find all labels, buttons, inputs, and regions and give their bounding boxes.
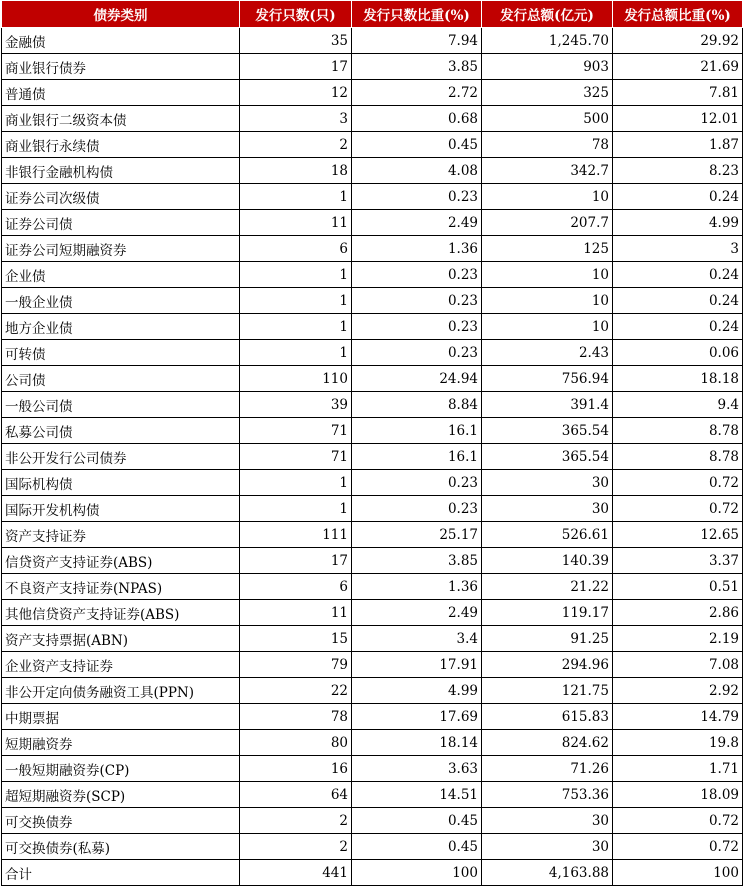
cell-issue-amount: 91.25 bbox=[482, 626, 613, 652]
table-row bbox=[2, 704, 743, 730]
cell-issue-amount: 325 bbox=[482, 80, 613, 106]
cell-issue-amount: 526.61 bbox=[482, 522, 613, 548]
cell-issue-amount-share: 3 bbox=[613, 236, 743, 262]
cell-issue-count: 2 bbox=[240, 834, 352, 860]
cell-issue-amount-share: 100 bbox=[613, 860, 743, 886]
table-row bbox=[2, 808, 743, 834]
cell-issue-count: 17 bbox=[240, 548, 352, 574]
cell-issue-amount: 500 bbox=[482, 106, 613, 132]
cell-issue-count-share: 24.94 bbox=[352, 366, 482, 392]
table-row bbox=[2, 132, 743, 158]
cell-bond-category: 地方企业债 bbox=[2, 314, 240, 340]
cell-bond-category: 国际开发机构债 bbox=[2, 496, 240, 522]
cell-issue-amount-share: 7.08 bbox=[613, 652, 743, 678]
cell-issue-amount: 10 bbox=[482, 288, 613, 314]
table-row bbox=[2, 834, 743, 860]
cell-issue-amount: 30 bbox=[482, 808, 613, 834]
cell-issue-amount-share: 8.78 bbox=[613, 444, 743, 470]
cell-bond-category: 证券公司短期融资券 bbox=[2, 236, 240, 262]
cell-issue-count: 39 bbox=[240, 392, 352, 418]
cell-issue-amount-share: 0.06 bbox=[613, 340, 743, 366]
cell-issue-amount: 903 bbox=[482, 54, 613, 80]
cell-issue-amount: 2.43 bbox=[482, 340, 613, 366]
cell-issue-amount: 753.36 bbox=[482, 782, 613, 808]
cell-issue-amount-share: 0.24 bbox=[613, 314, 743, 340]
table-row bbox=[2, 782, 743, 808]
cell-issue-count-share: 100 bbox=[352, 860, 482, 886]
header-issue-count-share: 发行只数比重(%) bbox=[352, 1, 482, 28]
cell-issue-count-share: 4.08 bbox=[352, 158, 482, 184]
cell-issue-amount-share: 0.72 bbox=[613, 834, 743, 860]
table-row bbox=[2, 522, 743, 548]
cell-issue-count: 2 bbox=[240, 808, 352, 834]
table-row bbox=[2, 366, 743, 392]
cell-issue-count-share: 7.94 bbox=[352, 28, 482, 54]
cell-bond-category: 合计 bbox=[2, 860, 240, 886]
cell-bond-category: 证券公司次级债 bbox=[2, 184, 240, 210]
cell-issue-count: 12 bbox=[240, 80, 352, 106]
cell-issue-amount-share: 4.99 bbox=[613, 210, 743, 236]
cell-issue-count: 110 bbox=[240, 366, 352, 392]
cell-issue-count-share: 4.99 bbox=[352, 678, 482, 704]
cell-issue-count-share: 1.36 bbox=[352, 236, 482, 262]
cell-issue-amount: 21.22 bbox=[482, 574, 613, 600]
cell-issue-count: 78 bbox=[240, 704, 352, 730]
cell-issue-amount: 30 bbox=[482, 470, 613, 496]
table-row bbox=[2, 496, 743, 522]
table-row bbox=[2, 470, 743, 496]
cell-issue-amount: 119.17 bbox=[482, 600, 613, 626]
cell-issue-amount-share: 2.92 bbox=[613, 678, 743, 704]
table-row bbox=[2, 262, 743, 288]
cell-issue-amount: 10 bbox=[482, 184, 613, 210]
cell-issue-amount-share: 18.18 bbox=[613, 366, 743, 392]
table-row bbox=[2, 158, 743, 184]
cell-issue-count-share: 3.4 bbox=[352, 626, 482, 652]
cell-issue-count-share: 2.72 bbox=[352, 80, 482, 106]
table-row bbox=[2, 444, 743, 470]
cell-bond-category: 一般公司债 bbox=[2, 392, 240, 418]
cell-issue-amount: 342.7 bbox=[482, 158, 613, 184]
table-row bbox=[2, 600, 743, 626]
table-header bbox=[2, 1, 743, 28]
cell-issue-amount-share: 0.24 bbox=[613, 288, 743, 314]
table-row bbox=[2, 626, 743, 652]
cell-issue-count-share: 1.36 bbox=[352, 574, 482, 600]
cell-issue-count-share: 17.69 bbox=[352, 704, 482, 730]
cell-bond-category: 不良资产支持证券(NPAS) bbox=[2, 574, 240, 600]
cell-issue-amount: 391.4 bbox=[482, 392, 613, 418]
table-row bbox=[2, 548, 743, 574]
cell-bond-category: 企业资产支持证券 bbox=[2, 652, 240, 678]
cell-issue-count: 1 bbox=[240, 288, 352, 314]
cell-issue-count-share: 17.91 bbox=[352, 652, 482, 678]
cell-issue-amount: 756.94 bbox=[482, 366, 613, 392]
cell-issue-count-share: 14.51 bbox=[352, 782, 482, 808]
cell-bond-category: 商业银行债券 bbox=[2, 54, 240, 80]
cell-issue-amount: 30 bbox=[482, 496, 613, 522]
table-row bbox=[2, 210, 743, 236]
table-row bbox=[2, 184, 743, 210]
cell-issue-amount-share: 29.92 bbox=[613, 28, 743, 54]
cell-issue-count-share: 0.23 bbox=[352, 340, 482, 366]
header-issue-amount: 发行总额(亿元) bbox=[482, 1, 613, 28]
cell-issue-count: 2 bbox=[240, 132, 352, 158]
cell-issue-count: 22 bbox=[240, 678, 352, 704]
cell-issue-count: 35 bbox=[240, 28, 352, 54]
cell-issue-count-share: 3.85 bbox=[352, 54, 482, 80]
cell-bond-category: 资产支持证券 bbox=[2, 522, 240, 548]
cell-bond-category: 企业债 bbox=[2, 262, 240, 288]
cell-issue-count: 71 bbox=[240, 418, 352, 444]
cell-issue-amount-share: 14.79 bbox=[613, 704, 743, 730]
cell-issue-count: 16 bbox=[240, 756, 352, 782]
cell-issue-amount: 71.26 bbox=[482, 756, 613, 782]
cell-bond-category: 非公开定向债务融资工具(PPN) bbox=[2, 678, 240, 704]
cell-issue-count: 71 bbox=[240, 444, 352, 470]
table-row bbox=[2, 678, 743, 704]
cell-issue-amount: 365.54 bbox=[482, 444, 613, 470]
cell-issue-count: 1 bbox=[240, 184, 352, 210]
cell-issue-amount-share: 12.65 bbox=[613, 522, 743, 548]
cell-issue-count: 111 bbox=[240, 522, 352, 548]
cell-bond-category: 资产支持票据(ABN) bbox=[2, 626, 240, 652]
cell-issue-amount: 121.75 bbox=[482, 678, 613, 704]
cell-issue-amount-share: 8.78 bbox=[613, 418, 743, 444]
cell-issue-count: 3 bbox=[240, 106, 352, 132]
cell-issue-count: 441 bbox=[240, 860, 352, 886]
table-row bbox=[2, 392, 743, 418]
cell-bond-category: 非公开发行公司债券 bbox=[2, 444, 240, 470]
cell-issue-count-share: 2.49 bbox=[352, 210, 482, 236]
cell-issue-count-share: 0.23 bbox=[352, 184, 482, 210]
cell-issue-count-share: 3.85 bbox=[352, 548, 482, 574]
table-row bbox=[2, 288, 743, 314]
header-issue-count: 发行只数(只) bbox=[240, 1, 352, 28]
cell-bond-category: 普通债 bbox=[2, 80, 240, 106]
cell-bond-category: 超短期融资券(SCP) bbox=[2, 782, 240, 808]
cell-issue-count: 6 bbox=[240, 236, 352, 262]
cell-issue-amount: 294.96 bbox=[482, 652, 613, 678]
table-body bbox=[2, 28, 743, 886]
cell-issue-count: 1 bbox=[240, 496, 352, 522]
cell-issue-count: 1 bbox=[240, 262, 352, 288]
table-row bbox=[2, 860, 743, 886]
cell-issue-count-share: 0.23 bbox=[352, 496, 482, 522]
cell-issue-amount-share: 0.51 bbox=[613, 574, 743, 600]
cell-issue-amount-share: 18.09 bbox=[613, 782, 743, 808]
table-row bbox=[2, 28, 743, 54]
cell-issue-count: 15 bbox=[240, 626, 352, 652]
bond-issuance-table bbox=[1, 0, 743, 886]
header-issue-amount-share: 发行总额比重(%) bbox=[613, 1, 743, 28]
cell-issue-amount-share: 19.8 bbox=[613, 730, 743, 756]
cell-bond-category: 信贷资产支持证券(ABS) bbox=[2, 548, 240, 574]
cell-issue-amount-share: 21.69 bbox=[613, 54, 743, 80]
cell-issue-count-share: 2.49 bbox=[352, 600, 482, 626]
cell-issue-amount-share: 12.01 bbox=[613, 106, 743, 132]
table-row bbox=[2, 652, 743, 678]
cell-bond-category: 一般企业债 bbox=[2, 288, 240, 314]
cell-bond-category: 商业银行二级资本债 bbox=[2, 106, 240, 132]
cell-bond-category: 可交换债券 bbox=[2, 808, 240, 834]
cell-issue-count-share: 0.23 bbox=[352, 288, 482, 314]
cell-issue-count-share: 0.45 bbox=[352, 132, 482, 158]
cell-issue-amount: 4,163.88 bbox=[482, 860, 613, 886]
header-bond-category: 债券类别 bbox=[2, 1, 240, 28]
cell-issue-count: 11 bbox=[240, 210, 352, 236]
cell-issue-amount-share: 0.72 bbox=[613, 470, 743, 496]
table-row bbox=[2, 418, 743, 444]
table-row bbox=[2, 54, 743, 80]
cell-bond-category: 公司债 bbox=[2, 366, 240, 392]
cell-bond-category: 可交换债券(私募) bbox=[2, 834, 240, 860]
cell-issue-count: 17 bbox=[240, 54, 352, 80]
cell-bond-category: 中期票据 bbox=[2, 704, 240, 730]
cell-issue-amount-share: 1.87 bbox=[613, 132, 743, 158]
cell-issue-amount: 30 bbox=[482, 834, 613, 860]
cell-issue-count-share: 8.84 bbox=[352, 392, 482, 418]
cell-bond-category: 国际机构债 bbox=[2, 470, 240, 496]
table-row bbox=[2, 236, 743, 262]
cell-issue-amount-share: 7.81 bbox=[613, 80, 743, 106]
cell-issue-count-share: 18.14 bbox=[352, 730, 482, 756]
cell-issue-amount: 1,245.70 bbox=[482, 28, 613, 54]
cell-issue-amount: 824.62 bbox=[482, 730, 613, 756]
cell-issue-count: 1 bbox=[240, 314, 352, 340]
cell-issue-amount: 365.54 bbox=[482, 418, 613, 444]
cell-issue-amount-share: 3.37 bbox=[613, 548, 743, 574]
cell-issue-count-share: 0.23 bbox=[352, 262, 482, 288]
cell-issue-count: 1 bbox=[240, 470, 352, 496]
cell-issue-amount: 615.83 bbox=[482, 704, 613, 730]
table-row bbox=[2, 314, 743, 340]
cell-issue-count: 80 bbox=[240, 730, 352, 756]
cell-issue-amount-share: 9.4 bbox=[613, 392, 743, 418]
cell-issue-amount-share: 1.71 bbox=[613, 756, 743, 782]
cell-issue-count: 1 bbox=[240, 340, 352, 366]
cell-issue-count-share: 16.1 bbox=[352, 418, 482, 444]
cell-issue-amount: 125 bbox=[482, 236, 613, 262]
table-row bbox=[2, 756, 743, 782]
cell-issue-count: 6 bbox=[240, 574, 352, 600]
cell-issue-amount: 10 bbox=[482, 314, 613, 340]
header-row bbox=[2, 1, 743, 28]
cell-issue-count-share: 3.63 bbox=[352, 756, 482, 782]
cell-issue-count-share: 0.45 bbox=[352, 834, 482, 860]
cell-bond-category: 金融债 bbox=[2, 28, 240, 54]
table-row bbox=[2, 730, 743, 756]
cell-issue-amount-share: 2.19 bbox=[613, 626, 743, 652]
cell-bond-category: 非银行金融机构债 bbox=[2, 158, 240, 184]
cell-bond-category: 商业银行永续债 bbox=[2, 132, 240, 158]
cell-issue-count-share: 25.17 bbox=[352, 522, 482, 548]
table-row bbox=[2, 340, 743, 366]
cell-issue-amount-share: 0.24 bbox=[613, 184, 743, 210]
cell-bond-category: 短期融资券 bbox=[2, 730, 240, 756]
cell-issue-amount-share: 0.72 bbox=[613, 808, 743, 834]
cell-bond-category: 私募公司债 bbox=[2, 418, 240, 444]
cell-issue-count: 18 bbox=[240, 158, 352, 184]
table-row bbox=[2, 574, 743, 600]
cell-issue-amount: 10 bbox=[482, 262, 613, 288]
cell-issue-count-share: 0.68 bbox=[352, 106, 482, 132]
cell-bond-category: 可转债 bbox=[2, 340, 240, 366]
cell-issue-amount-share: 2.86 bbox=[613, 600, 743, 626]
cell-issue-amount-share: 0.72 bbox=[613, 496, 743, 522]
cell-issue-amount: 207.7 bbox=[482, 210, 613, 236]
cell-issue-count-share: 0.23 bbox=[352, 314, 482, 340]
cell-issue-count-share: 0.45 bbox=[352, 808, 482, 834]
cell-issue-count-share: 0.23 bbox=[352, 470, 482, 496]
cell-issue-amount: 78 bbox=[482, 132, 613, 158]
cell-bond-category: 证券公司债 bbox=[2, 210, 240, 236]
table-row bbox=[2, 80, 743, 106]
cell-issue-count-share: 16.1 bbox=[352, 444, 482, 470]
cell-issue-count: 79 bbox=[240, 652, 352, 678]
cell-issue-amount-share: 8.23 bbox=[613, 158, 743, 184]
cell-issue-count: 64 bbox=[240, 782, 352, 808]
table-row bbox=[2, 106, 743, 132]
cell-issue-amount: 140.39 bbox=[482, 548, 613, 574]
cell-bond-category: 其他信贷资产支持证券(ABS) bbox=[2, 600, 240, 626]
cell-bond-category: 一般短期融资券(CP) bbox=[2, 756, 240, 782]
cell-issue-amount-share: 0.24 bbox=[613, 262, 743, 288]
cell-issue-count: 11 bbox=[240, 600, 352, 626]
